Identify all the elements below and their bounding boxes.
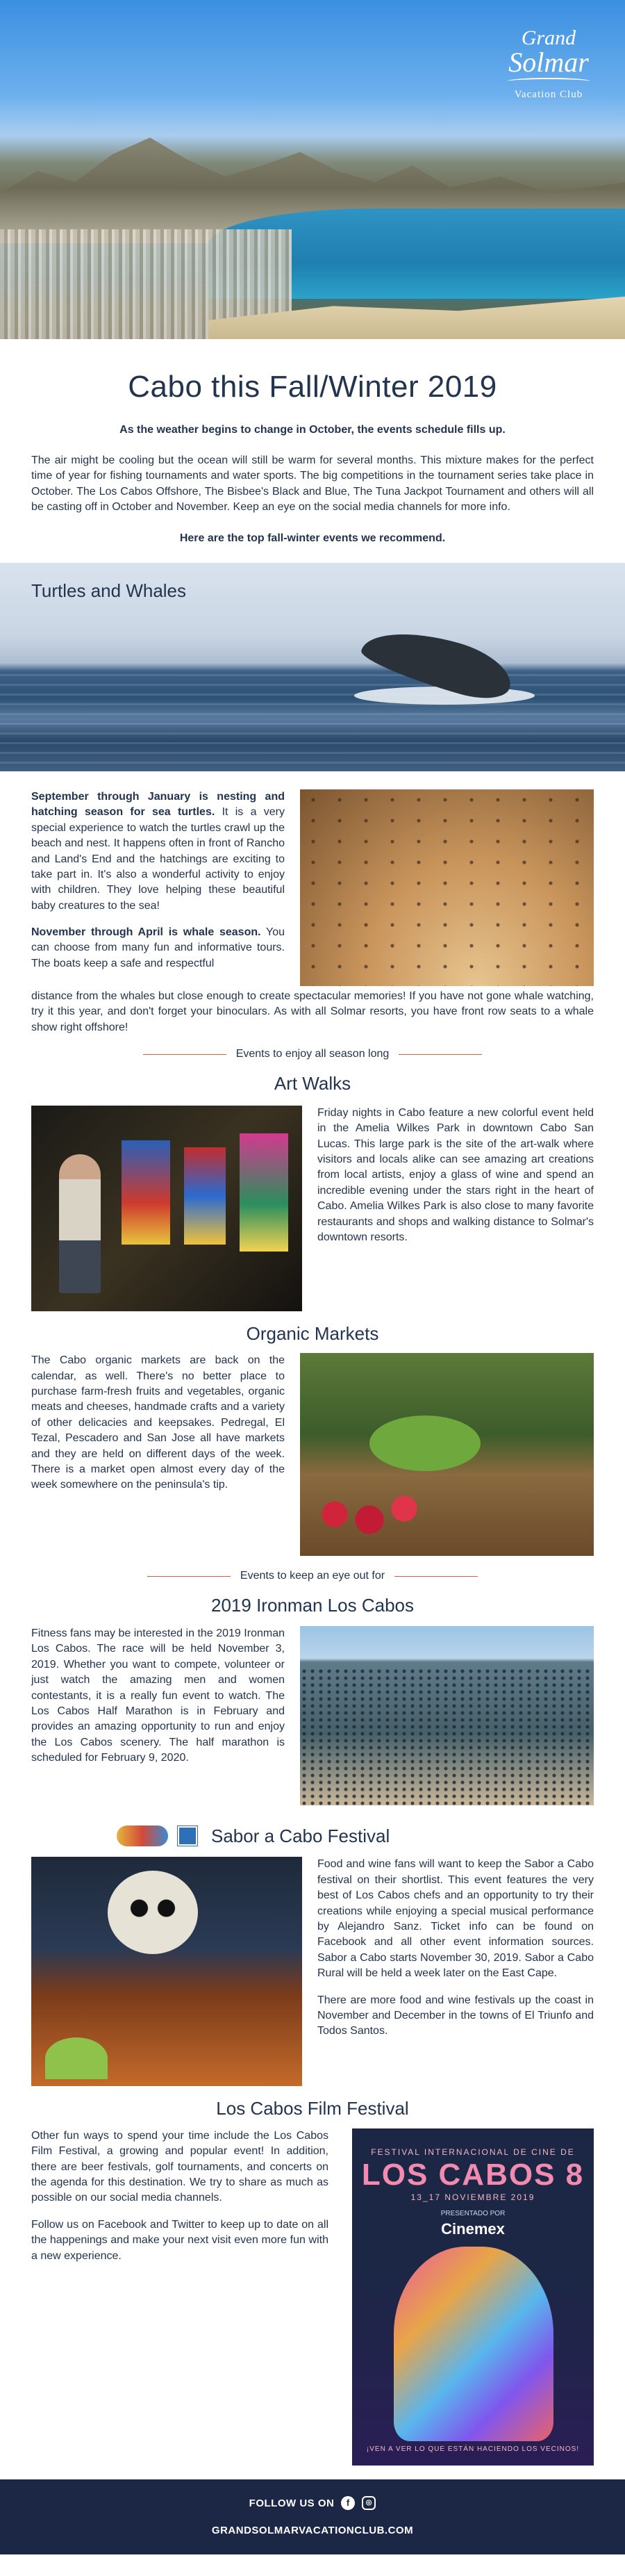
poster-title bbox=[352, 2158, 594, 2192]
page-subtitle: As the weather begins to change in October, the events schedule fills up. bbox=[119, 423, 506, 436]
poster-tagline: ¡VEN A VER LO QUE ESTÁN HACIENDO LOS VECINOS! bbox=[366, 2445, 580, 2453]
hero-image bbox=[0, 0, 625, 339]
whales-rest: You can choose from many fun and informative tours. The boats keep a safe and respectful bbox=[31, 926, 285, 969]
art-walks-heading: Art Walks bbox=[274, 1072, 351, 1094]
poster-number: 8 bbox=[565, 2157, 585, 2192]
sugar-skull bbox=[108, 1871, 198, 1954]
ironman-text: Fitness fans may be interested in the 2019 Ironman Los Cabos. The race will be held November 3, 2019. Whether you want to compete, volunteer or just watch the amazing men and women contestants, it is a really fun event to watch. The Los Cabos Half Marathon is in February and provides an amazing opportunity to run and enjoy the Los Cabos scenery. The half marathon is scheduled for February 9, 2020. bbox=[31, 1627, 285, 1764]
follow-us-label: FOLLOW US ON bbox=[249, 2497, 335, 2509]
divider-line-right bbox=[394, 1576, 478, 1577]
turtles-bold: September through January is nesting and hatching season for sea turtles. bbox=[31, 790, 285, 819]
poster-artwork bbox=[394, 2247, 553, 2441]
market-produce-image bbox=[300, 1353, 594, 1556]
whales-paragraph-start bbox=[31, 925, 285, 971]
website-link[interactable]: GRANDSOLMARVACATIONCLUB.COM bbox=[211, 2524, 414, 2536]
poster-title-text: LOS CABOS bbox=[361, 2157, 556, 2192]
greens bbox=[369, 1416, 481, 1471]
logo-line-1: Grand bbox=[521, 26, 576, 49]
all-season-divider bbox=[0, 1047, 625, 1062]
logo-line-2: Solmar bbox=[508, 47, 589, 78]
eye-out-label: Events to keep an eye out for bbox=[240, 1570, 385, 1582]
turtles-whales-heading: Turtles and Whales bbox=[31, 580, 187, 601]
organic-markets-heading: Organic Markets bbox=[246, 1322, 379, 1344]
film-paragraph-2: Follow us on Facebook and Twitter to keep up to date on all the happenings and make your next visit even more fun with a new experience. bbox=[31, 2218, 328, 2262]
sabor-paragraph-1: Food and wine fans will want to keep the Sabor a Cabo festival on their shortlist. This event features the very best of Los Cabos chefs and an opportunity to try their creations while enjoying a special musical performance by Alejandro Sanz. Ticket info can be found on Facebook and all other event information sources. Sabor a Cabo starts November 30, 2019. Sabor a Cabo Rural will be held a week later on the East Cape. bbox=[317, 1858, 594, 1980]
intro-paragraph: The air might be cooling but the ocean will still be warm for several months. This mixture makes for the perfect time of year for fishing tournaments and water sports. The big competitions in the tournament series take place in October. The Los Cabos Offshore, The Bisbee's Black and Blue, The Tuna Jackpot Tournament and others will all be casting off in October and November. Keep an eye on the social media channels for more info. bbox=[31, 454, 594, 514]
art-walks-section bbox=[0, 1106, 625, 1311]
divider-line-left bbox=[143, 1054, 226, 1055]
instagram-icon[interactable]: ◎ bbox=[362, 2496, 376, 2510]
radishes bbox=[307, 1486, 446, 1542]
turtles-rest: It is a very special experience to watch the turtles crawl up the beach and nest. It happens often in front of Rancho and Land's End and the hatchings are exciting to take part in. It's also a wonderful activity to enjoy with children. They love helping these beautiful baby creatures to the sea! bbox=[31, 806, 285, 912]
turtle-hatchlings-image bbox=[300, 789, 594, 986]
eye-out-divider bbox=[0, 1568, 625, 1584]
poster-dates: 13_17 NOVIEMBRE 2019 bbox=[410, 2192, 535, 2203]
ironman-swim-image bbox=[300, 1626, 594, 1805]
ironman-section bbox=[0, 1626, 625, 1805]
turtles-section bbox=[0, 789, 625, 986]
sabor-section bbox=[0, 1857, 625, 2086]
sabor-logo-icon bbox=[117, 1826, 168, 1846]
film-paragraph-1: Other fun ways to spend your time include the Los Cabos Film Festival, a growing and popular event! In addition, there are beer festivals, golf tournaments, and concerts on the agenda for this destination. We try to share as much as possible on our social media channels. bbox=[31, 2129, 328, 2204]
divider-line-left bbox=[147, 1576, 231, 1577]
organic-markets-section bbox=[0, 1353, 625, 1556]
whales-bold: November through April is whale season. bbox=[31, 926, 261, 939]
turtles-text bbox=[31, 789, 285, 986]
whales-paragraph-end: distance from the whales but close enough to create spectacular memories! If you have not gone whale watching, try it this year, and don't forget your binoculars. As with all Solmar resorts, you have front row seats to a whale show right offshore! bbox=[31, 990, 594, 1033]
brand-logo[interactable] bbox=[486, 28, 611, 102]
whale-banner-image bbox=[0, 563, 625, 771]
turtles-paragraph bbox=[31, 789, 285, 914]
film-festival-heading: Los Cabos Film Festival bbox=[216, 2098, 409, 2119]
tacos-image bbox=[31, 1857, 302, 2086]
page-title: Cabo this Fall/Winter 2019 bbox=[128, 370, 497, 404]
footer bbox=[0, 2479, 625, 2554]
film-festival-poster bbox=[352, 2128, 594, 2466]
facebook-icon[interactable]: f bbox=[341, 2496, 355, 2510]
follow-us-row bbox=[0, 2496, 625, 2511]
ocean-waves bbox=[0, 674, 625, 771]
lime bbox=[45, 2037, 108, 2079]
sabor-paragraph-2: There are more food and wine festivals up the coast in November and December in the towns of El Triunfo and Todos Santos. bbox=[317, 1994, 594, 2037]
art-walk-image bbox=[31, 1106, 302, 1311]
painting-2 bbox=[184, 1147, 226, 1245]
poster-line-1: FESTIVAL INTERNACIONAL DE CINE DE bbox=[371, 2147, 575, 2157]
all-season-label: Events to enjoy all season long bbox=[235, 1048, 390, 1060]
sabor-text bbox=[317, 1857, 594, 2086]
artist-figure bbox=[59, 1154, 101, 1293]
painting-1 bbox=[122, 1140, 170, 1245]
recommend-line: Here are the top fall-winter events we recommend. bbox=[179, 532, 446, 544]
ironman-heading: 2019 Ironman Los Cabos bbox=[211, 1594, 414, 1616]
logo-line-3: Vacation Club bbox=[514, 89, 583, 100]
film-festival-section bbox=[0, 2128, 625, 2466]
sabor-heading-row bbox=[0, 1823, 625, 1848]
divider-line-right bbox=[399, 1054, 482, 1055]
logo-swoosh bbox=[507, 78, 590, 85]
sabor-heading: Sabor a Cabo Festival bbox=[211, 1826, 390, 1847]
poster-sponsor: Cinemex bbox=[441, 2220, 505, 2238]
organic-markets-text: The Cabo organic markets are back on the calendar, as well. There's no better place to purchase farm-fresh fruits and vegetables, organic meats and cheeses, handmade crafts and a variety of other delicacies and keepsakes. Pedregal, El Tezal, Pescadero and San Jose all have markets and they are held on different days of the week. There is a market open almost every day of the week somewhere on the peninsula's tip. bbox=[31, 1354, 285, 1491]
art-walks-text: Friday nights in Cabo feature a new colorful event held in the Amelia Wilkes Park in downtown Cabo San Lucas. This large park is the site of the art-walk where visitors and locals alike can see amazing art creations from local artists, enjoy a glass of wine and spend an incredible evening under the stars right in the heart of Cabo. Amelia Wilkes Park is also close to many favorite restaurants and shops and walking distance to Solmar's downtown resorts. bbox=[317, 1106, 594, 1244]
amex-logo-icon bbox=[178, 1826, 197, 1846]
film-festival-text bbox=[31, 2128, 328, 2466]
painting-3 bbox=[240, 1133, 288, 1252]
poster-presented-by: PRESENTADO POR bbox=[440, 2209, 506, 2217]
